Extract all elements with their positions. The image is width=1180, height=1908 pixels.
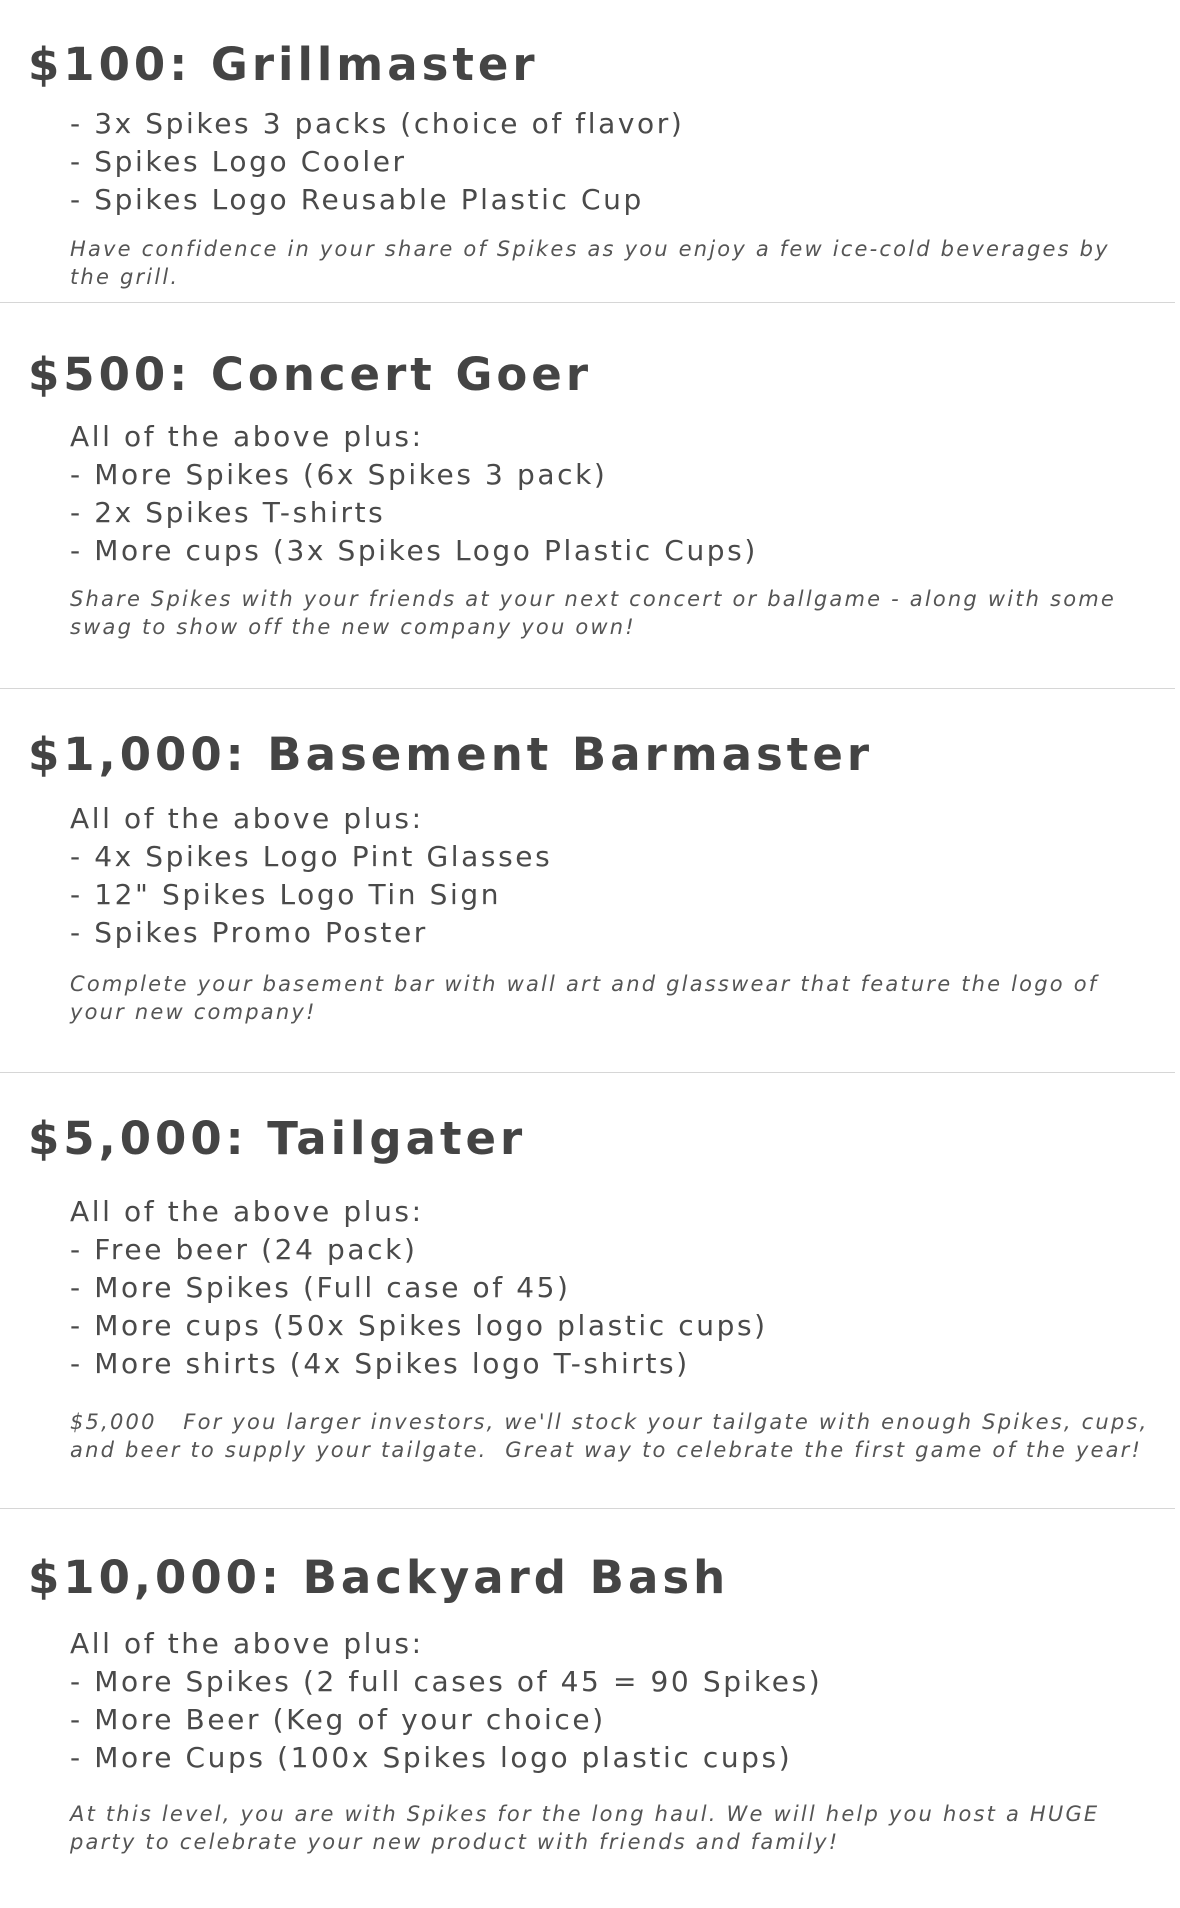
list-item: All of the above plus:	[70, 420, 424, 453]
list-item: - More Spikes (2 full cases of 45 = 90 Spikes)	[70, 1665, 823, 1698]
list-item: - Free beer (24 pack)	[70, 1233, 418, 1266]
list-item: - More Cups (100x Spikes logo plastic cups)	[70, 1741, 793, 1774]
list-item: - 2x Spikes T-shirts	[70, 496, 386, 529]
list-item: - 3x Spikes 3 packs (choice of flavor)	[70, 107, 685, 140]
list-item: All of the above plus:	[70, 802, 424, 835]
tier-title: $10,000: Backyard Bash	[28, 1551, 730, 1604]
list-item: All of the above plus:	[70, 1627, 424, 1660]
list-item: - More cups (3x Spikes Logo Plastic Cups)	[70, 534, 758, 567]
divider	[0, 302, 1175, 303]
list-item: - More Spikes (6x Spikes 3 pack)	[70, 458, 608, 491]
tier-items-list	[70, 1193, 768, 1383]
tier-title: $500: Concert Goer	[28, 348, 593, 401]
divider	[0, 1508, 1175, 1509]
tier-items-list	[70, 418, 758, 570]
list-item: - 4x Spikes Logo Pint Glasses	[70, 840, 553, 873]
tier-description: Complete your basement bar with wall art and glasswear that feature the logo of your new company!	[70, 972, 1099, 1024]
divider	[0, 1072, 1175, 1073]
list-item: - More Spikes (Full case of 45)	[70, 1271, 571, 1304]
tier-title: $5,000: Tailgater	[28, 1112, 527, 1165]
tier-title: $1,000: Basement Barmaster	[28, 728, 874, 781]
divider	[0, 688, 1175, 689]
list-item: - 12" Spikes Logo Tin Sign	[70, 878, 502, 911]
tier-description: $5,000 For you larger investors, we'll stock your tailgate with enough Spikes, cups, and beer to supply your tailgate. Great way to celebrate the first game of the year!	[70, 1410, 1158, 1462]
tier-items-list	[70, 1625, 822, 1777]
list-item: - Spikes Logo Cooler	[70, 145, 407, 178]
tier-title: $100: Grillmaster	[28, 38, 539, 91]
tier-description: At this level, you are with Spikes for the long haul. We will help you host a HUGE party to celebrate your new product with friends and family!	[70, 1802, 1100, 1854]
list-item: All of the above plus:	[70, 1195, 424, 1228]
tier-items-list	[70, 800, 552, 952]
list-item: - More cups (50x Spikes logo plastic cups)	[70, 1309, 768, 1342]
list-item: - Spikes Promo Poster	[70, 916, 428, 949]
list-item: - More Beer (Keg of your choice)	[70, 1703, 606, 1736]
tier-items-list	[70, 105, 684, 219]
list-item: - More shirts (4x Spikes logo T-shirts)	[70, 1347, 690, 1380]
tier-description: Share Spikes with your friends at your next concert or ballgame - along with some swag to show off the new company you own!	[70, 587, 1117, 639]
tier-description: Have confidence in your share of Spikes as you enjoy a few ice-cold beverages by the grill.	[70, 237, 1110, 289]
list-item: - Spikes Logo Reusable Plastic Cup	[70, 183, 644, 216]
